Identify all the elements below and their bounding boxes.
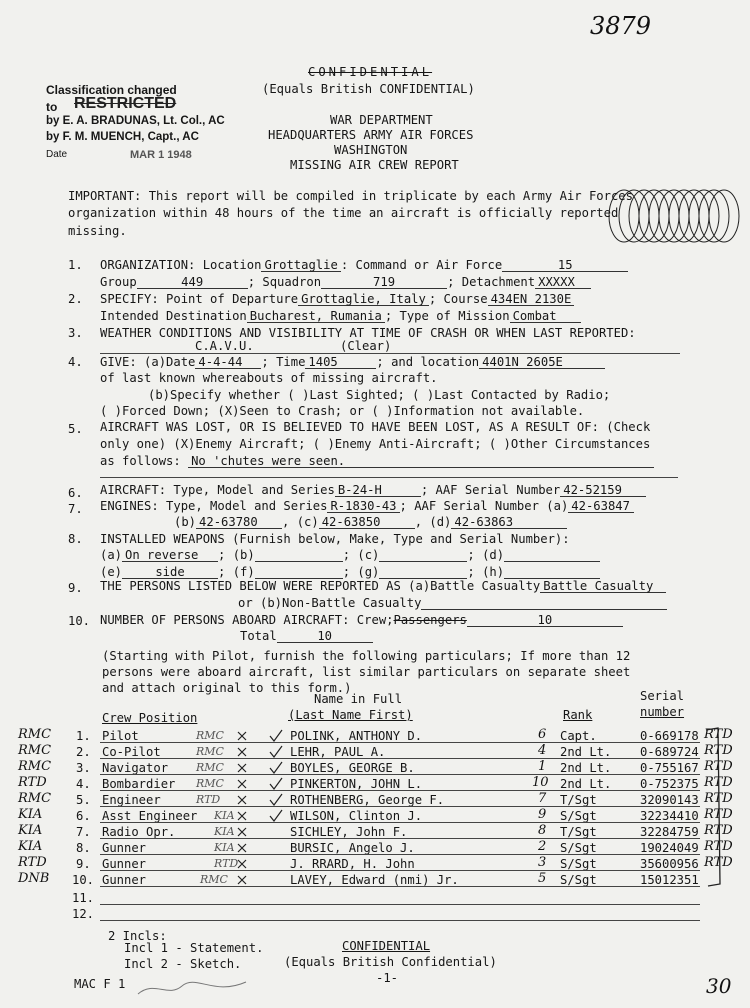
item-1-row-2: Group 449 ; Squadron 719 ; Detachment XXXXX xyxy=(100,276,591,289)
battle-casualty-field: Battle Casualty xyxy=(540,580,666,593)
row-line xyxy=(100,870,700,871)
item-3-number: 3. xyxy=(68,326,83,340)
item-8-row-2: (a) On reverse ; (b) ; (c) ; (d) xyxy=(100,549,600,562)
table-row: RMC 3. Navigator RMC BOYLES, GEORGE B. 1 2nd Lt. 0-755167 RTD xyxy=(18,759,733,775)
item-8-number: 8. xyxy=(68,532,83,546)
footer-incl-1: Incl 1 - Statement. xyxy=(124,941,264,955)
item-5-row-1: AIRCRAFT WAS LOST, OR IS BELIEVED TO HAVE BEEN LOST, AS A RESULT OF: (Check xyxy=(100,420,651,434)
header-city: WASHINGTON xyxy=(334,143,408,157)
time-field: 1405 xyxy=(305,356,376,369)
air-force-field: 15 xyxy=(502,259,628,272)
item-9-row-2: or (b)Non-Battle Casualty xyxy=(238,597,667,610)
row-line xyxy=(100,758,700,759)
item-7-row-1: ENGINES: Type, Model and Series R-1830-43 ; AAF Serial Number (a) 42-63847 xyxy=(100,500,634,513)
weapon-f xyxy=(255,566,343,579)
table-row: RMC 1. Pilot RMC POLINK, ANTHONY D. 6 Capt. 0-669178 RTD xyxy=(18,727,733,743)
weapon-c xyxy=(379,549,467,562)
table-row: KIA 6. Asst Engineer KIA WILSON, Clinton J. 9 S/Sgt 32234410 RTD xyxy=(18,807,733,823)
check-marks xyxy=(236,728,296,888)
document-number: 3879 xyxy=(590,12,652,40)
item-3-row-1: WEATHER CONDITIONS AND VISIBILITY AT TIME OF CRASH OR WHEN LAST REPORTED: xyxy=(100,326,636,340)
table-row: RTD 4. Bombardier RMC PINKERTON, JOHN L. 10 2nd Lt. 0-752375 RTD xyxy=(18,775,733,791)
reclass-line-3: by E. A. BRADUNAS, Lt. Col., AC xyxy=(46,115,225,127)
row-line xyxy=(100,790,700,791)
weapon-b xyxy=(255,549,343,562)
mission-field: Combat xyxy=(510,310,581,323)
aircraft-type-field: B-24-H xyxy=(335,484,421,497)
item-7-row-2: (b) 42-63780 , (c) 42-63850 , (d) 42-63863 xyxy=(174,516,567,529)
visibility-field: (Clear) xyxy=(340,339,392,353)
footer-form-id: MAC F 1 xyxy=(74,977,126,991)
important-line-3: missing. xyxy=(68,224,127,238)
item-6-row-1: AIRCRAFT: Type, Model and Series B-24-H ; AAF Serial Number 42-52159 xyxy=(100,484,646,497)
instructions-line-3: and attach original to this form.) xyxy=(102,681,352,695)
item-10-number: 10. xyxy=(68,614,91,628)
circumstances-field: No 'chutes were seen. xyxy=(188,455,654,468)
crew-count-field: 10 xyxy=(467,614,623,627)
footer-incl-2: Incl 2 - Sketch. xyxy=(124,957,242,971)
header-hq: HEADQUARTERS ARMY AIR FORCES xyxy=(268,128,474,142)
header-rank: Rank xyxy=(563,708,593,722)
header-crew-position: Crew Position xyxy=(102,711,198,725)
engine-serial-a: 42-63847 xyxy=(568,500,634,513)
footer-classification: CONFIDENTIAL xyxy=(342,939,431,953)
row-line xyxy=(100,806,700,807)
item-5-row-3: as follows: No 'chutes were seen. xyxy=(100,455,654,468)
row-line xyxy=(100,774,700,775)
header-dept: WAR DEPARTMENT xyxy=(330,113,433,127)
page-title: MISSING AIR CREW REPORT xyxy=(290,158,459,172)
instructions-line-2: persons were aboard aircraft, list similar particulars on separate sheet xyxy=(102,665,631,679)
header-number: number xyxy=(640,705,685,719)
reclass-line-5: Date xyxy=(46,149,68,160)
table-row: KIA 7. Radio Opr. KIA SICHLEY, John F. 8 T/Sgt 32284759 RTD xyxy=(18,823,733,839)
weapon-g xyxy=(379,566,467,579)
item-4-row-1: GIVE: (a)Date 4-4-44 ; Time 1405 ; and location 4401N 2605E xyxy=(100,356,605,369)
weapon-e: side xyxy=(122,566,218,579)
table-row: KIA 8. Gunner KIA BURSIC, Angelo J. 2 S/Sgt 19024049 RTD xyxy=(18,839,733,855)
classification-top: CONFIDENTIAL xyxy=(308,65,433,79)
table-row: RTD 9. Gunner RTD J. RRARD, H. John 3 S/Sgt 35600956 RTD xyxy=(18,855,733,871)
reclass-date: MAR 1 1948 xyxy=(130,149,192,161)
item-1-number: 1. xyxy=(68,258,83,272)
instructions-line-1: (Starting with Pilot, furnish the following particulars; If more than 12 xyxy=(102,649,631,663)
row-line xyxy=(100,838,700,839)
item-9-row-1: THE PERSONS LISTED BELOW WERE REPORTED AS (a)Battle Casualty Battle Casualty xyxy=(100,580,666,593)
row-line xyxy=(100,742,700,743)
row-line xyxy=(100,920,700,921)
weapon-a: On reverse xyxy=(122,549,218,562)
reclass-value: RESTRICTED xyxy=(74,95,177,112)
item-8-row-3: (e) side ; (f) ; (g) ; (h) xyxy=(100,566,600,579)
item-9-number: 9. xyxy=(68,581,83,595)
item-10-row-2: Total 10 xyxy=(240,630,373,643)
row-line xyxy=(100,822,700,823)
row-line xyxy=(100,854,700,855)
footer-equals: (Equals British Confidential) xyxy=(284,955,497,969)
weather-field: C.A.V.U. xyxy=(195,339,254,353)
item-5-row-2: only one) (X)Enemy Aircraft; ( )Enemy Anti-Aircraft; ( )Other Circumstances xyxy=(100,437,651,451)
aircraft-serial-field: 42-52159 xyxy=(560,484,646,497)
header-last-name-first: (Last Name First) xyxy=(288,708,413,722)
item-4-number: 4. xyxy=(68,355,83,369)
item-1-row-1: ORGANIZATION: Location Grottaglie : Command or Air Force 15 xyxy=(100,259,628,272)
item-2-row-2: Intended Destination Bucharest, Rumania ; Type of Mission Combat xyxy=(100,310,581,323)
crew-struck: Passengers xyxy=(393,613,467,627)
weapon-d xyxy=(504,549,600,562)
table-row: DNB 10. Gunner RMC LAVEY, Edward (nmi) Jr. 5 S/Sgt 15012351 xyxy=(18,871,699,887)
item-4-row-4: ( )Forced Down; (X)Seen to Crash; or ( )Information not available. xyxy=(100,404,585,418)
classification-equals-top: (Equals British CONFIDENTIAL) xyxy=(262,82,475,96)
non-battle-field xyxy=(421,597,667,610)
item-5-number: 5. xyxy=(68,422,83,436)
table-row: 11. xyxy=(72,891,95,905)
item-4-row-3: (b)Specify whether ( )Last Sighted; ( )Last Contacted by Radio; xyxy=(148,388,611,402)
row-line xyxy=(100,904,700,905)
reclass-line-1: Classification changed xyxy=(46,83,177,97)
header-name-in-full: Name in Full xyxy=(314,692,403,706)
item-2-row-1: SPECIFY: Point of Departure Grottaglie, Italy ; Course 434EN 2130E xyxy=(100,293,574,306)
course-field: 434EN 2130E xyxy=(488,293,575,306)
item-8-row-1: INSTALLED WEAPONS (Furnish below, Make, Type and Serial Number): xyxy=(100,532,570,546)
corner-number: 30 xyxy=(706,974,732,998)
engine-serial-c: 42-63850 xyxy=(319,516,415,529)
departure-field: Grottaglie, Italy xyxy=(298,293,429,306)
engine-serial-d: 42-63863 xyxy=(451,516,567,529)
important-line-1: IMPORTANT: This report will be compiled in triplicate by each Army Air Forces xyxy=(68,189,633,203)
table-row: 12. xyxy=(72,907,95,921)
row-line xyxy=(100,886,700,887)
header-serial: Serial xyxy=(640,689,685,703)
item-3-underline xyxy=(100,353,680,354)
total-count-field: 10 xyxy=(277,630,373,643)
item-7-number: 7. xyxy=(68,502,83,516)
signature-scribble xyxy=(134,974,254,1004)
reclass-line-2: to xyxy=(46,100,58,114)
location-field: Grottaglie xyxy=(261,259,340,272)
reclass-line-4: by F. M. MUENCH, Capt., AC xyxy=(46,131,199,143)
right-bracket-mark xyxy=(700,724,740,894)
table-row: RMC 2. Co-Pilot RMC LEHR, PAUL A. 4 2nd Lt. 0-689724 RTD xyxy=(18,743,733,759)
table-row: RMC 5. Engineer RTD ROTHENBERG, George F. 7 T/Sgt 32090143 RTD xyxy=(18,791,733,807)
weapon-h xyxy=(504,566,600,579)
squadron-field: 719 xyxy=(321,276,447,289)
destination-field: Bucharest, Rumania xyxy=(247,310,385,323)
location-coords-field: 4401N 2605E xyxy=(479,356,605,369)
footer-incls: 2 Incls: xyxy=(108,929,167,943)
engine-type-field: R-1830-43 xyxy=(327,500,399,513)
date-field: 4-4-44 xyxy=(195,356,261,369)
item-2-number: 2. xyxy=(68,292,83,306)
detachment-field: XXXXX xyxy=(535,276,591,289)
item-6-number: 6. xyxy=(68,486,83,500)
important-line-2: organization within 48 hours of the time an aircraft is officially reported xyxy=(68,206,619,220)
item-10-row-1: NUMBER OF PERSONS ABOARD AIRCRAFT: Crew;Passengers 10 xyxy=(100,614,623,627)
group-field: 449 xyxy=(137,276,248,289)
item-5-underline xyxy=(100,477,678,478)
footer-page-number: -1- xyxy=(376,971,399,985)
item-4-row-2: of last known whereabouts of missing aircraft. xyxy=(100,371,438,385)
engine-serial-b: 42-63780 xyxy=(196,516,282,529)
